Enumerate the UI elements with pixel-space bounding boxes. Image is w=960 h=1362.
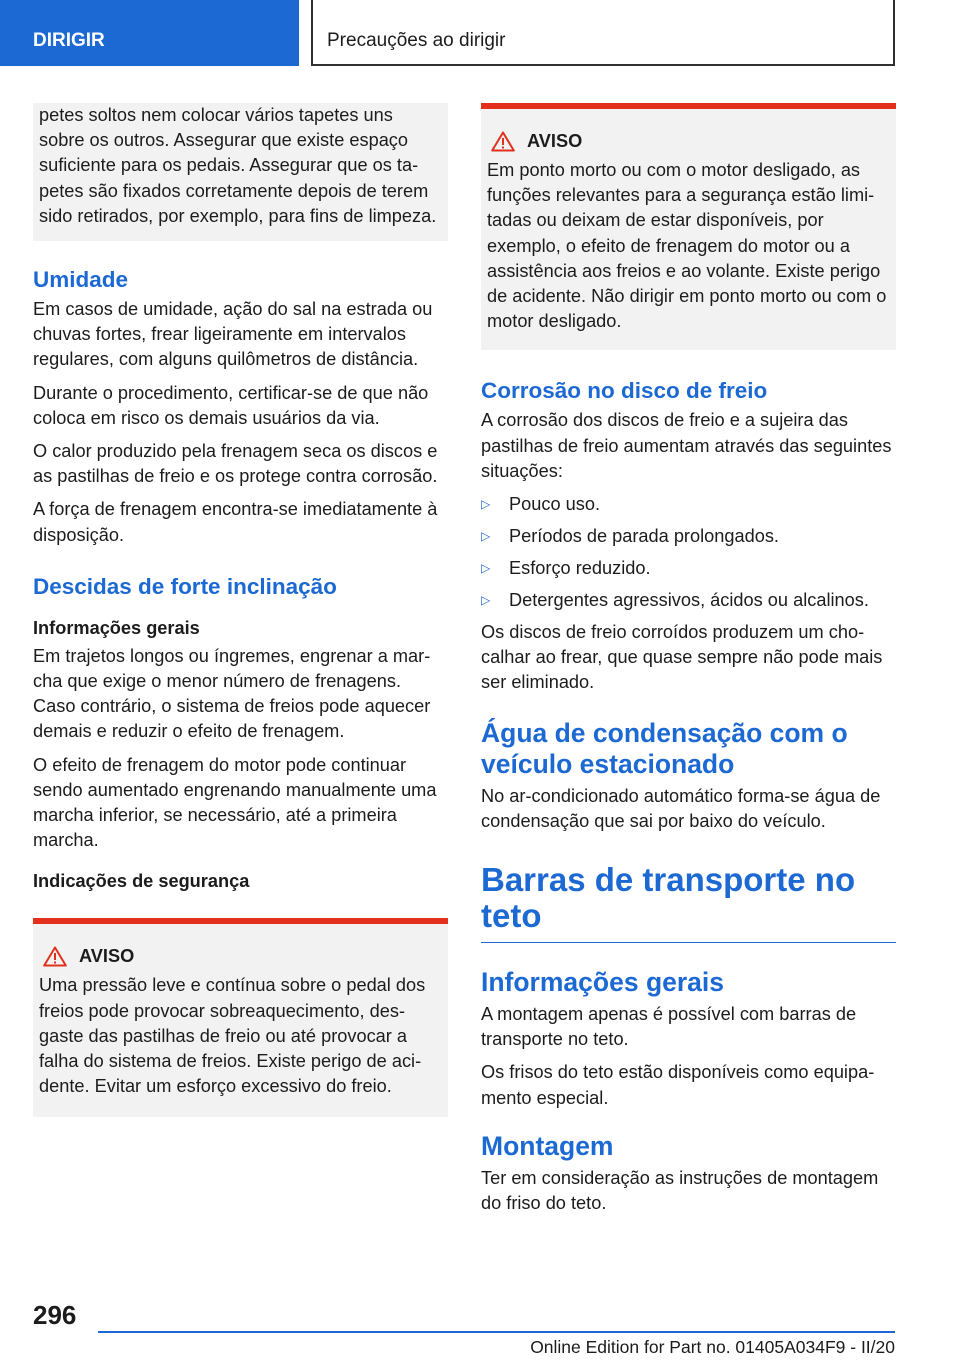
warning-box-brakes bbox=[33, 918, 448, 1117]
warning-header bbox=[39, 946, 442, 967]
list-item-text: Pouco uso. bbox=[509, 494, 600, 515]
warning-label: AVISO bbox=[527, 131, 583, 151]
umidade-paragraph-3: O calor produzido pela frenagem seca os discos e as pastilhas de freio e os protege contra corrosão. bbox=[33, 441, 438, 487]
corrosao-list bbox=[481, 492, 896, 613]
triangle-bullet-icon: ▷ bbox=[481, 561, 491, 576]
heading-informacoes-gerais: Informações gerais bbox=[481, 967, 725, 998]
list-item-text: Detergentes agressivos, ácidos ou alcalinos. bbox=[509, 590, 869, 611]
agua-paragraph: No ar-condicionado automático forma-se água de condensação que sai por baixo do veículo. bbox=[481, 785, 881, 831]
footer-divider bbox=[98, 1331, 895, 1333]
heading-descidas: Descidas de forte inclinação bbox=[33, 573, 337, 599]
list-item-text: Períodos de parada prolongados. bbox=[509, 526, 779, 547]
heading-montagem: Montagem bbox=[481, 1130, 614, 1161]
right-column bbox=[481, 103, 896, 1224]
list-item bbox=[481, 492, 896, 517]
corrosao-paragraph-1: A corrosão dos discos de freio e a sujeira das pastilhas de freio aumentam através das seguintes situações: bbox=[481, 410, 892, 481]
heading-informacoes-gerais: Informações gerais bbox=[33, 617, 200, 638]
umidade-paragraph-1: Em casos de umidade, ação do sal na estrada ou chuvas fortes, frear ligeiramente em intervalos regulares, com alguns quilômetros de distância. bbox=[33, 299, 433, 370]
intro-note-text: petes soltos nem colocar vários tapetes uns sobre os outros. Assegurar que existe espaço suficiente para os pedais. Assegurar que os tapetes são fixados corretamente depois de terem sido retirados, por exemplo, para fins de limpeza. bbox=[39, 105, 437, 226]
descidas-paragraph-2: O efeito de frenagem do motor pode continuar sendo aumentado engrenando manualmente uma marcha inferior, se necessário, até a primeira marcha. bbox=[33, 754, 437, 851]
heading-corrosao: Corrosão no disco de freio bbox=[481, 378, 768, 404]
page-number: 296 bbox=[33, 1300, 77, 1330]
umidade-paragraph-2: Durante o procedimento, certificar-se de que não coloca em risco os demais usuários da via. bbox=[33, 382, 429, 428]
heading-barras-transporte: Barras de transporte no teto bbox=[481, 862, 896, 943]
triangle-bullet-icon: ▷ bbox=[481, 593, 491, 608]
heading-umidade: Umidade bbox=[33, 267, 129, 293]
warning-box-neutral bbox=[481, 103, 896, 350]
info-paragraph-1: A montagem apenas é possível com barras de transporte no teto. bbox=[481, 1004, 857, 1050]
heading-agua-condensacao: Água de condensação com o veículo estacionado bbox=[481, 717, 848, 779]
list-item-text: Esforço reduzido. bbox=[509, 558, 651, 579]
montagem-paragraph: Ter em consideração as instruções de montagem do friso do teto. bbox=[481, 1167, 879, 1214]
heading-indicacoes-seguranca: Indicações de segurança bbox=[33, 871, 250, 892]
warning-label: AVISO bbox=[79, 946, 135, 967]
warning-text: Uma pressão leve e contínua sobre o pedal dos freios pode provocar sobreaquecimento, desgaste das pastilhas de freio ou até provocar a falha do sistema de freios. Existe perigo de acidente. Evitar um esforço excessivo do freio. bbox=[39, 975, 426, 1097]
warning-text: Em ponto morto ou com o motor desligado, as funções relevantes para a segurança estão limitadas ou deixam de estar disponíveis, por exemplo, o efeito de frenagem do motor ou a assistência aos freios e ao volante. Existe perigo de acidente. Não dirigir em ponto morto ou com o motor desligado. bbox=[487, 160, 887, 332]
list-item bbox=[481, 524, 896, 549]
info-paragraph-2: Os frisos do teto estão disponíveis como equipamento especial. bbox=[481, 1062, 875, 1108]
descidas-paragraph-1: Em trajetos longos ou íngremes, engrenar a marcha que exige o menor número de frenagens. Caso contrário, o sistema de freios pode aquecer demais e reduzir o efeito de frenagem. bbox=[33, 645, 431, 742]
page-title: Precauções ao dirigir bbox=[311, 0, 895, 66]
warning-triangle-icon bbox=[491, 131, 515, 152]
list-item bbox=[481, 556, 896, 581]
triangle-bullet-icon: ▷ bbox=[481, 529, 491, 544]
warning-triangle-icon bbox=[43, 946, 67, 967]
list-item bbox=[481, 588, 896, 613]
intro-note-box bbox=[33, 103, 448, 241]
warning-header bbox=[487, 131, 890, 152]
section-tab: DIRIGIR bbox=[0, 0, 299, 66]
left-column bbox=[33, 103, 448, 1117]
umidade-paragraph-4: A força de frenagem encontra-se imediatamente à disposição. bbox=[33, 499, 438, 545]
footer-edition: Online Edition for Part no. 01405A034F9 - II/20 bbox=[530, 1337, 895, 1357]
triangle-bullet-icon: ▷ bbox=[481, 497, 491, 512]
corrosao-paragraph-2: Os discos de freio corroídos produzem um chocalhar ao frear, que quase sempre não pode mais ser eliminado. bbox=[481, 622, 883, 693]
